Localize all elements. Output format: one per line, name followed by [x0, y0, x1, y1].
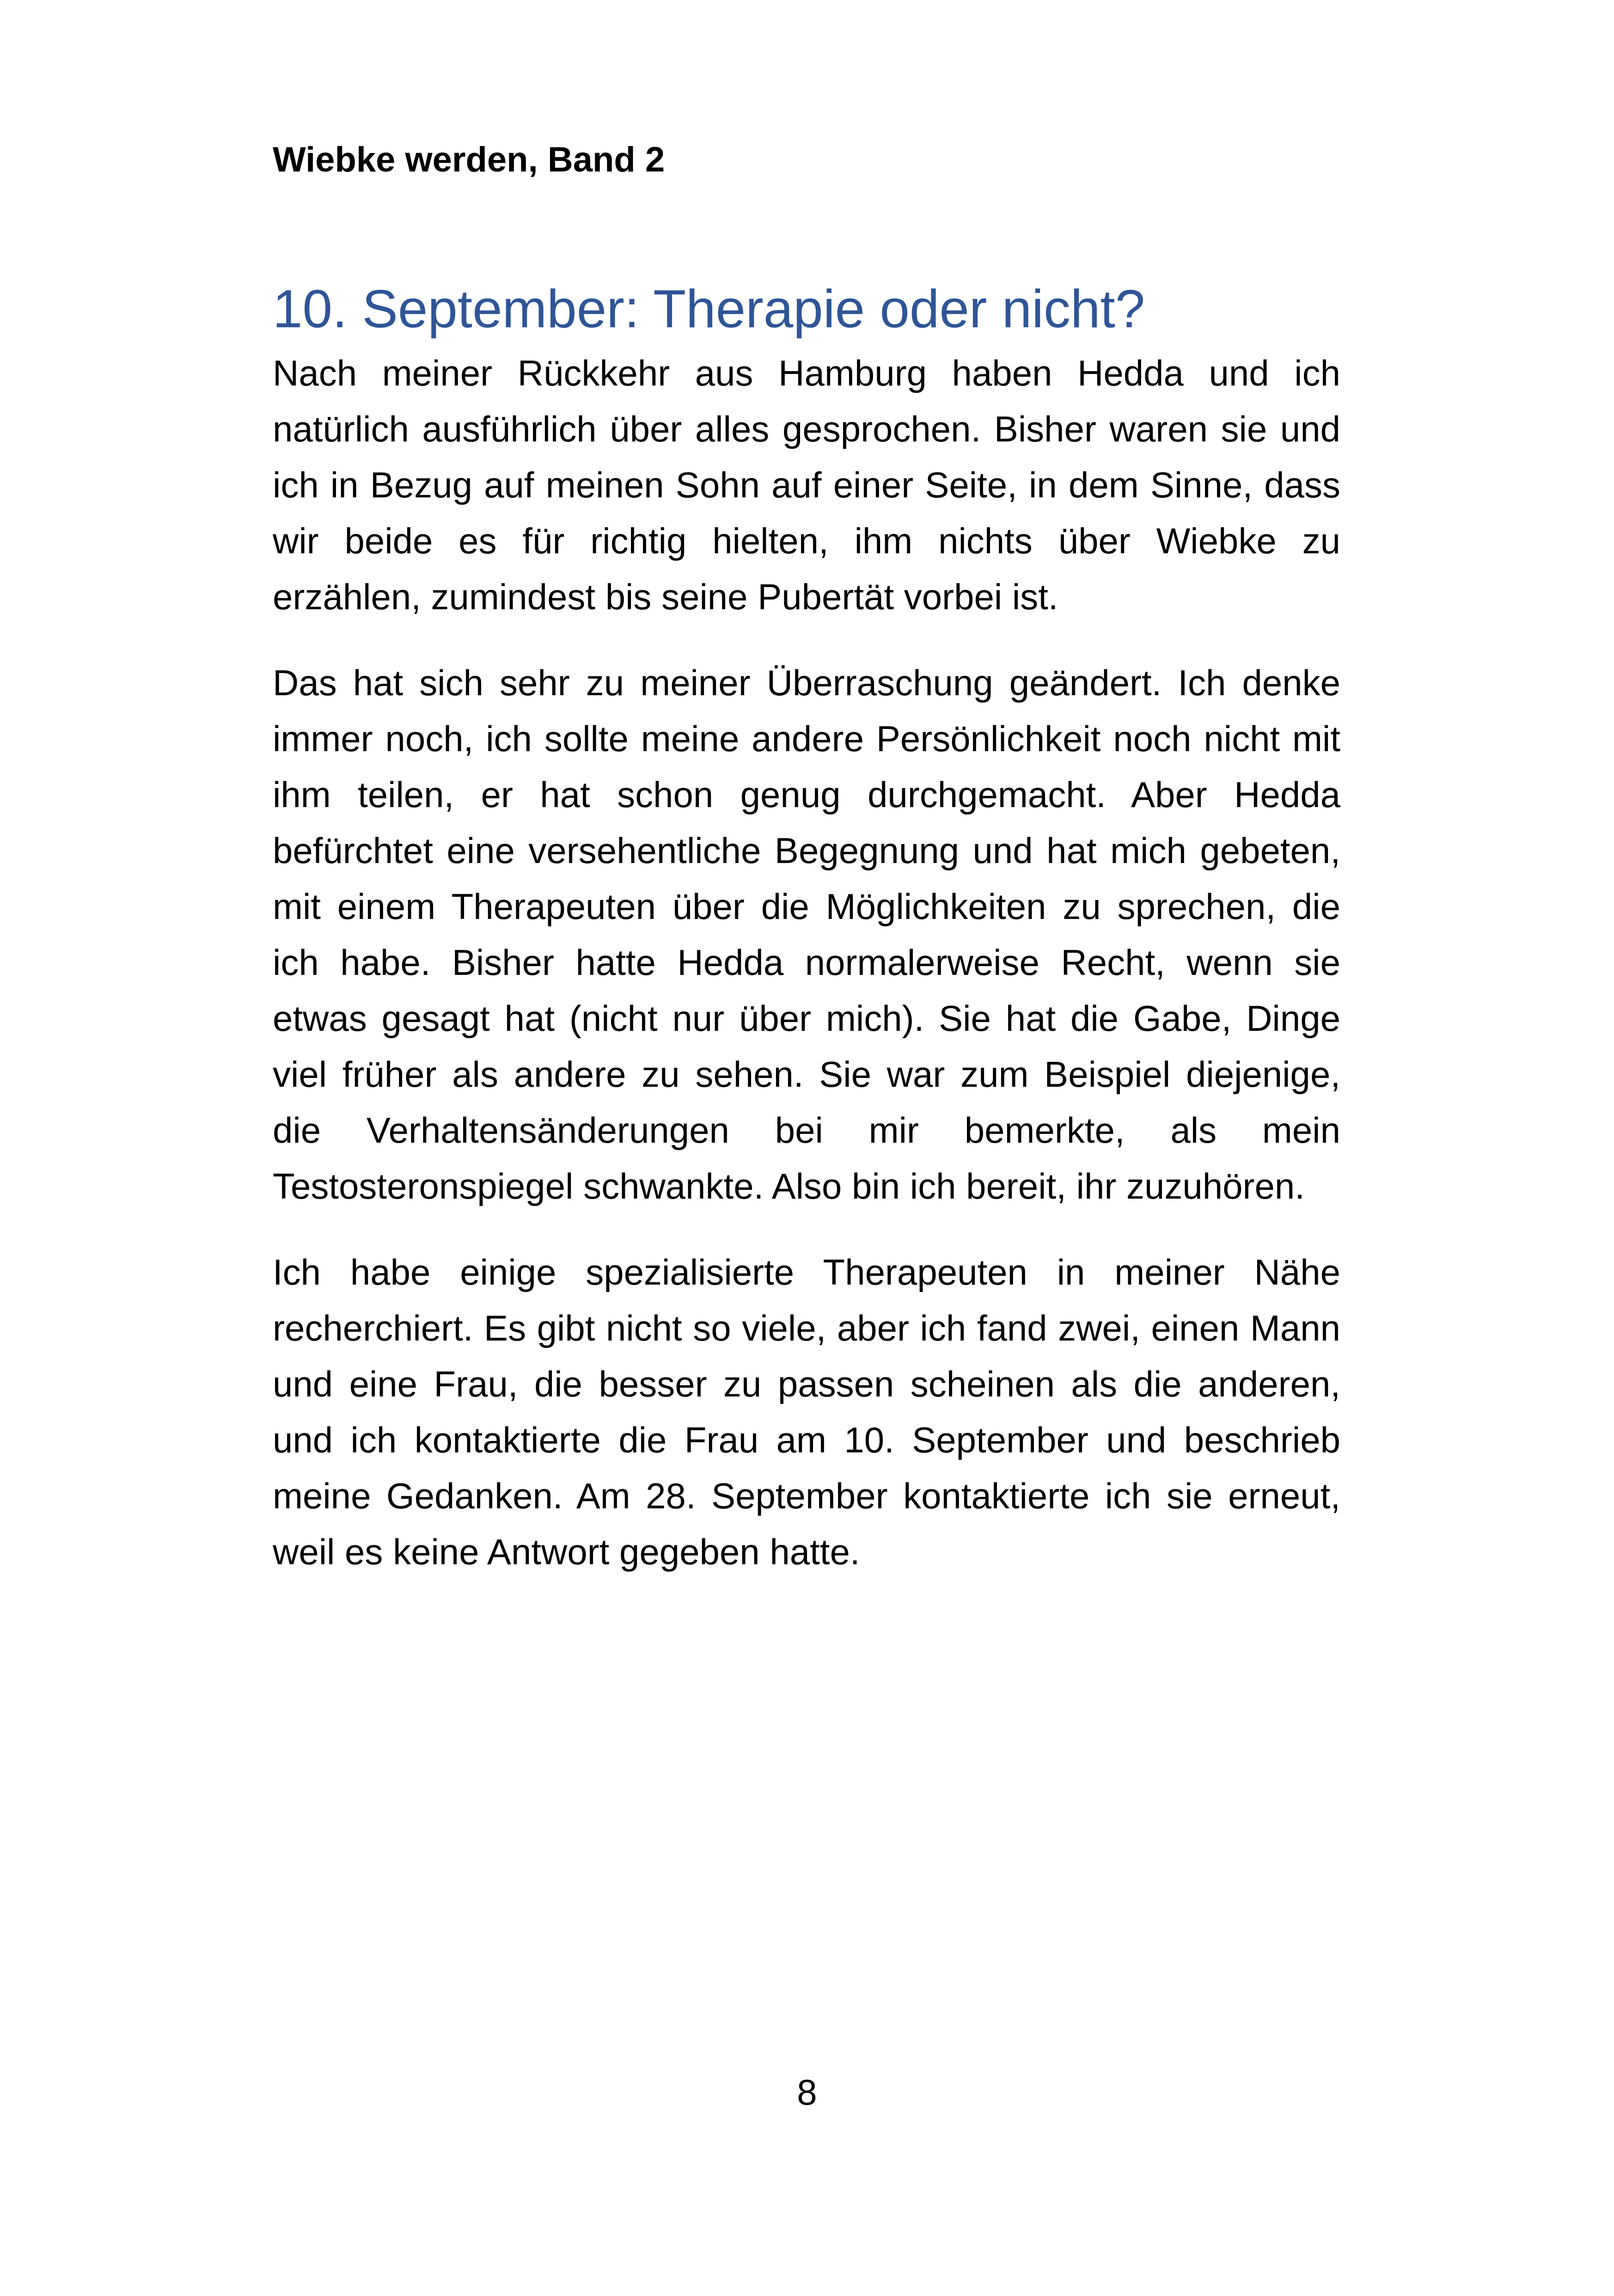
page-number: 8 [797, 2072, 817, 2112]
paragraph-3: Ich habe einige spezialisierte Therapeuten in meiner Nähe recherchiert. Es gibt nicht so viele, aber ich fand zwei, einen Mann und eine Frau, die besser zu passen scheinen als die anderen, und ich kontaktierte die Frau am 10. September und beschrieb meine Gedanken. Am 28. September kontaktierte ich sie erneut, weil es keine Antwort gegeben hatte. [273, 1251, 1340, 1572]
chapter-title: 10. September: Therapie oder nicht? [273, 279, 1145, 339]
page-content [273, 277, 1340, 1610]
paragraph-2: Das hat sich sehr zu meiner Überraschung geändert. Ich denke immer noch, ich sollte meine andere Persönlichkeit noch nicht mit ihm teilen, er hat schon genug durchgemacht. Aber Hedda befürchtet eine versehentliche Begegnung und hat mich gebeten, mit einem Therapeuten über die Möglichkeiten zu sprechen, die ich habe. Bisher hatte Hedda normalerweise Recht, wenn sie etwas gesagt hat (nicht nur über mich). Sie hat die Gabe, Dinge viel früher als andere zu sehen. Sie war zum Beispiel diejenige, die Verhaltensänderungen bei mir bemerkte, als mein Testosteronspiegel schwankte. Also bin ich bereit, ihr zuzuhören. [273, 662, 1340, 1206]
running-header: Wiebke werden, Band 2 [273, 140, 665, 179]
paragraph-1: Nach meiner Rückkehr aus Hamburg haben Hedda und ich natürlich ausführlich über alles gesprochen. Bisher waren sie und ich in Bezug auf meinen Sohn auf einer Seite, in dem Sinne, dass wir beide es für richtig hielten, ihm nichts über Wiebke zu erzählen, zumindest bis seine Pubertät vorbei ist. [273, 352, 1340, 617]
